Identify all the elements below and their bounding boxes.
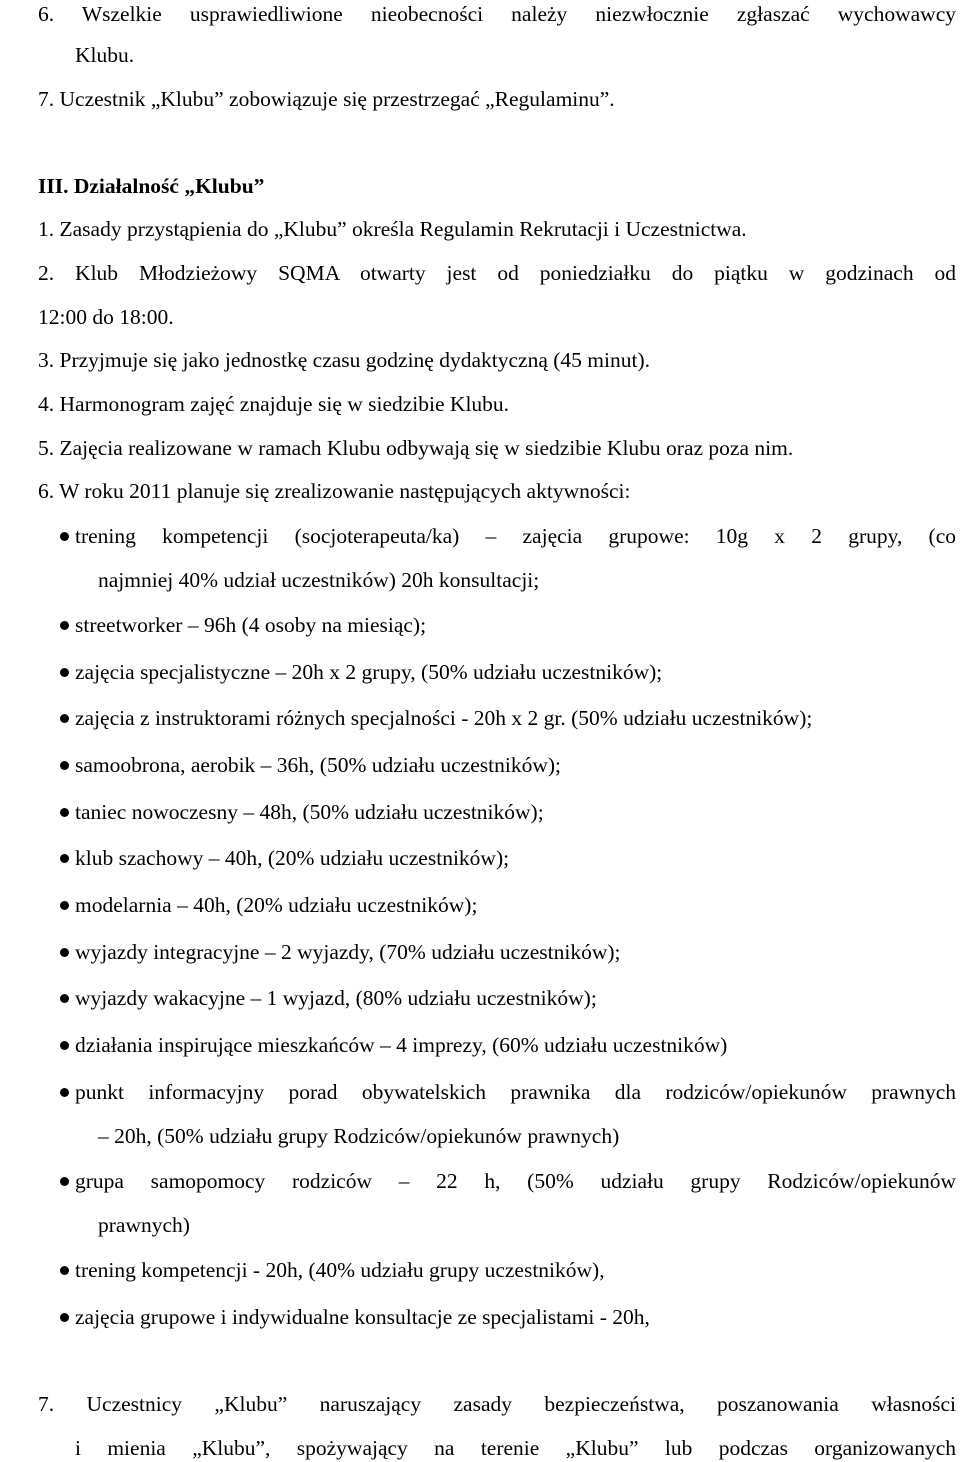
section-item-3: 3. Przyjmuje się jako jednostkę czasu godzinę dydaktyczną (45 minut).	[38, 348, 650, 372]
activity-6: taniec nowoczesny – 48h, (50% udziału uczestników);	[75, 800, 544, 824]
section-item-2-line-1: 2. Klub Młodzieżowy SQMA otwarty jest od poniedziałku do piątku w godzinach od	[38, 261, 956, 285]
activity-12-line-1: punkt informacyjny porad obywatelskich prawnika dla rodziców/opiekunów prawnych	[75, 1080, 956, 1104]
section-item-5: 5. Zajęcia realizowane w ramach Klubu odbywają się w siedzibie Klubu oraz poza nim.	[38, 436, 794, 460]
section-item-4: 4. Harmonogram zajęć znajduje się w siedzibie Klubu.	[38, 392, 510, 416]
activity-8: modelarnia – 40h, (20% udziału uczestników);	[75, 893, 478, 917]
activity-1-line-2: najmniej 40% udział uczestników) 20h konsultacji;	[98, 568, 540, 592]
bullet-icon	[60, 714, 69, 723]
bullet-icon	[60, 532, 69, 541]
bullet-icon	[60, 621, 69, 630]
activity-2: streetworker – 96h (4 osoby na miesiąc);	[75, 613, 427, 637]
bullet-icon	[60, 1041, 69, 1050]
activity-1-line-1: trening kompetencji (socjoterapeuta/ka) – zajęcia grupowe: 10g x 2 grupy, (co	[75, 524, 956, 548]
section-heading-iii: III. Działalność „Klubu”	[38, 174, 265, 198]
activity-12-line-2: – 20h, (50% udziału grupy Rodziców/opiekunów prawnych)	[98, 1124, 620, 1148]
bullet-icon	[60, 1266, 69, 1275]
activity-3: zajęcia specjalistyczne – 20h x 2 grupy, (50% udziału uczestników);	[75, 660, 663, 684]
bullet-icon	[60, 948, 69, 957]
closing-rule-7-line-2: i mienia „Klubu”, spożywający na terenie „Klubu” lub podczas organizowanych	[75, 1436, 956, 1460]
section-item-1: 1. Zasady przystąpienia do „Klubu” określa Regulamin Rekrutacji i Uczestnictwa.	[38, 217, 747, 241]
closing-rule-7-line-1: 7. Uczestnicy „Klubu” naruszający zasady bezpieczeństwa, poszanowania własności	[38, 1392, 956, 1416]
activity-7: klub szachowy – 40h, (20% udziału uczestników);	[75, 846, 510, 870]
activity-15: zajęcia grupowe i indywidualne konsultacje ze specjalistami - 20h,	[75, 1305, 650, 1329]
activity-9: wyjazdy integracyjne – 2 wyjazdy, (70% udziału uczestników);	[75, 940, 621, 964]
bullet-icon	[60, 901, 69, 910]
activity-14: trening kompetencji - 20h, (40% udziału grupy uczestników),	[75, 1258, 605, 1282]
rule-7: 7. Uczestnik „Klubu” zobowiązuje się przestrzegać „Regulaminu”.	[38, 87, 615, 111]
activity-4: zajęcia z instruktorami różnych specjalności - 20h x 2 gr. (50% udziału uczestników);	[75, 706, 813, 730]
bullet-icon	[60, 1177, 69, 1186]
bullet-icon	[60, 761, 69, 770]
bullet-icon	[60, 1088, 69, 1097]
rule-6-line-2: Klubu.	[75, 43, 135, 67]
bullet-icon	[60, 1313, 69, 1322]
activity-11: działania inspirujące mieszkańców – 4 imprezy, (60% udziału uczestników)	[75, 1033, 728, 1057]
activity-13-line-1: grupa samopomocy rodziców – 22 h, (50% udziału grupy Rodziców/opiekunów	[75, 1169, 956, 1193]
section-item-2-line-2: 12:00 do 18:00.	[38, 305, 174, 329]
activity-5: samoobrona, aerobik – 36h, (50% udziału uczestników);	[75, 753, 562, 777]
activity-13-line-2: prawnych)	[98, 1213, 190, 1237]
rule-6-line-1: 6. Wszelkie usprawiedliwione nieobecności należy niezwłocznie zgłaszać wychowawcy	[38, 2, 956, 26]
section-item-6: 6. W roku 2011 planuje się zrealizowanie następujących aktywności:	[38, 479, 631, 503]
activity-10: wyjazdy wakacyjne – 1 wyjazd, (80% udziału uczestników);	[75, 986, 597, 1010]
bullet-icon	[60, 994, 69, 1003]
bullet-icon	[60, 854, 69, 863]
bullet-icon	[60, 808, 69, 817]
bullet-icon	[60, 668, 69, 677]
